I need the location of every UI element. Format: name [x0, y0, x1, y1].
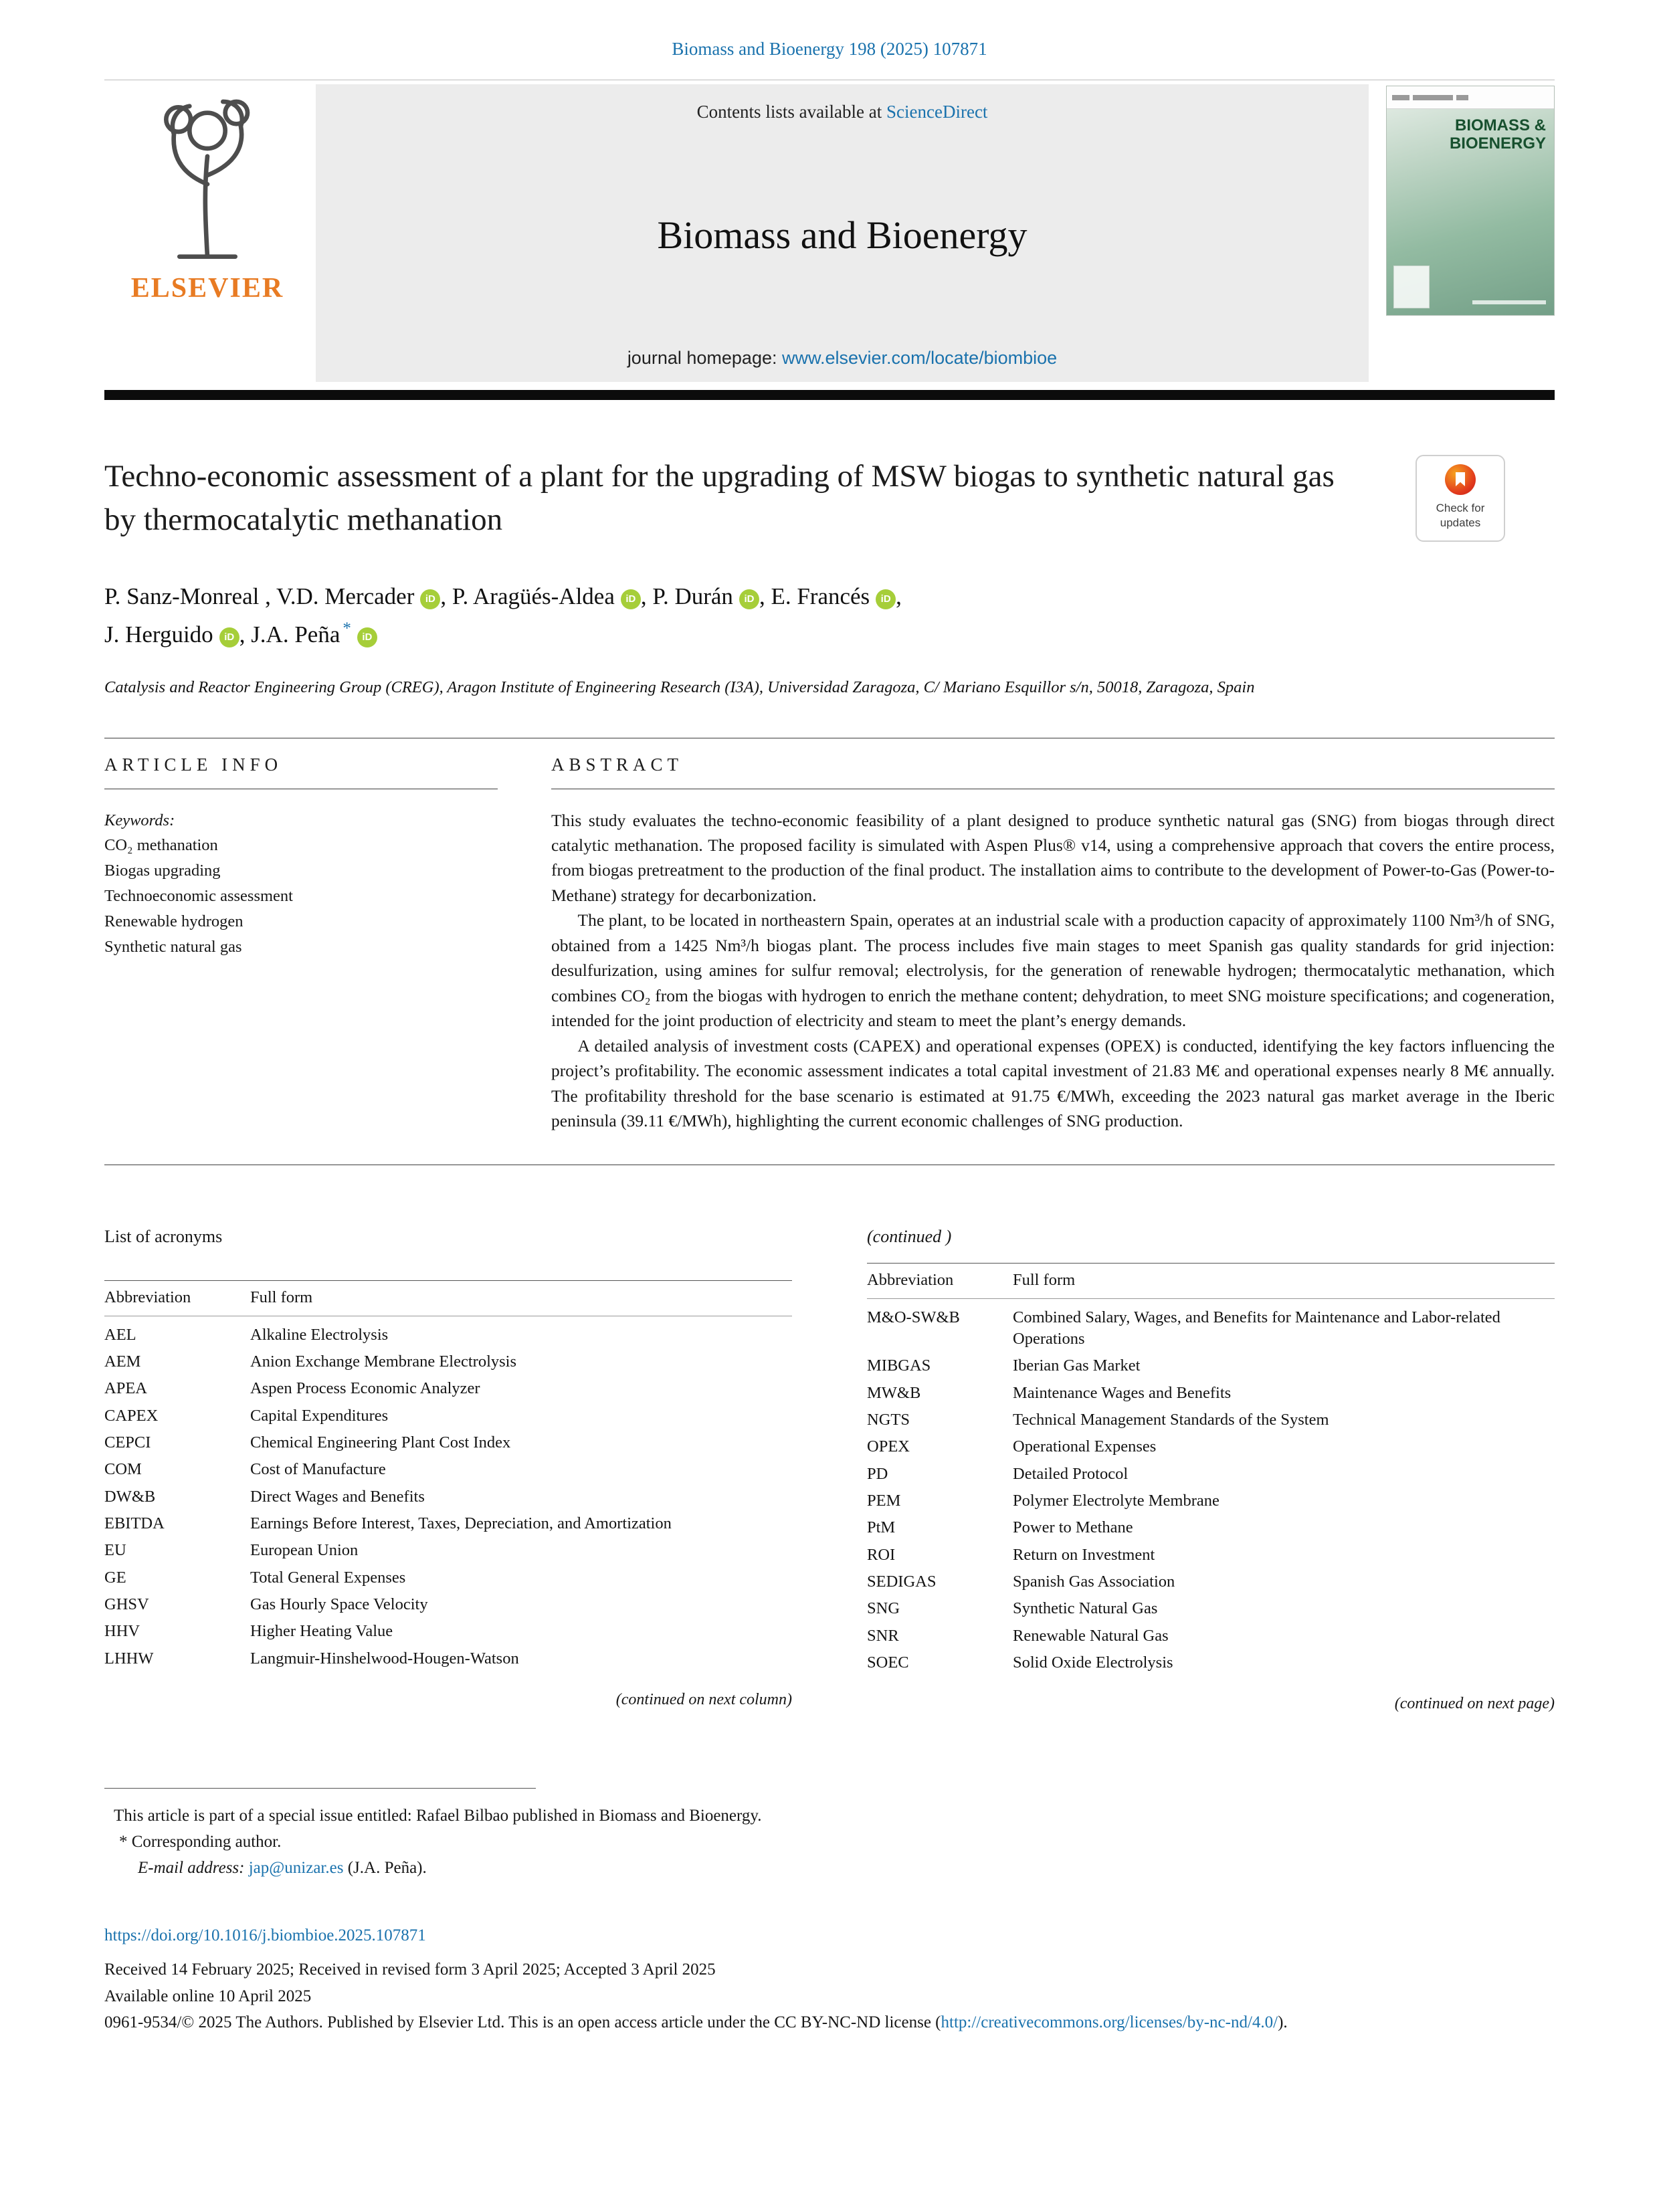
author-separator: ,	[896, 583, 902, 609]
copyright-text: 0961-9534/© 2025 The Authors. Published by Elsevier Ltd. This is an open access article under the CC BY-NC-ND license (	[104, 2013, 941, 2032]
acronym-abbreviation: PtM	[867, 1518, 896, 1537]
header-divider-bar	[104, 390, 1555, 400]
table-row	[867, 1380, 1555, 1407]
orcid-icon[interactable]	[739, 589, 759, 609]
table-row	[867, 1407, 1555, 1433]
author	[104, 583, 276, 609]
homepage-label: journal homepage:	[627, 348, 777, 368]
acronym-full-form: Gas Hourly Space Velocity	[250, 1595, 428, 1614]
author-separator: ,	[440, 583, 452, 609]
acronym-full-form: Earnings Before Interest, Taxes, Depreciation, and Amortization	[250, 1514, 672, 1533]
author-name: J. Herguido	[104, 621, 213, 648]
acronym-abbreviation: APEA	[104, 1379, 147, 1398]
table-row	[104, 1645, 792, 1672]
contents-prefix: Contents lists available at	[696, 102, 882, 122]
author-name: J.A. Peña	[251, 621, 340, 648]
journal-header	[104, 80, 1555, 382]
acronym-full-form: Return on Investment	[1013, 1545, 1155, 1564]
received-dates: Received 14 February 2025; Received in revised form 3 April 2025; Accepted 3 April 2025	[104, 1960, 716, 1979]
acronym-abbreviation: M&O-SW&B	[867, 1308, 960, 1326]
table-row	[104, 1375, 792, 1402]
acronym-full-form: European Union	[250, 1541, 359, 1560]
acronym-abbreviation: MW&B	[867, 1383, 921, 1402]
table-row	[867, 1514, 1555, 1541]
article-title: Techno-economic assessment of a plant for the upgrading of MSW biogas to synthetic natural gas by thermocatalytic methanation	[104, 459, 1335, 537]
acronym-abbreviation: AEL	[104, 1325, 136, 1344]
homepage-link[interactable]: www.elsevier.com/locate/biombioe	[782, 348, 1058, 368]
acronym-full-form: Renewable Natural Gas	[1013, 1626, 1169, 1645]
footer-block	[104, 1923, 1555, 2035]
abstract-column	[551, 755, 1555, 1134]
elsevier-tree-logo-icon	[140, 95, 274, 266]
acronym-full-form: Detailed Protocol	[1013, 1464, 1129, 1483]
acronyms-section	[104, 1227, 1555, 1714]
article-info-column	[104, 755, 498, 1134]
table-row	[867, 1433, 1555, 1460]
acronym-full-form: Polymer Electrolyte Membrane	[1013, 1492, 1219, 1510]
author-name: V.D. Mercader	[276, 583, 415, 609]
continued-next-column-note: (continued on next column)	[615, 1691, 792, 1709]
author	[771, 583, 901, 609]
abstract-heading: ABSTRACT	[551, 755, 1555, 789]
acronym-abbreviation: CAPEX	[104, 1406, 159, 1425]
keywords-label: Keywords:	[104, 811, 175, 829]
author	[276, 583, 452, 609]
author-separator: ,	[259, 583, 276, 609]
keyword: CO₂ methanation	[104, 836, 218, 855]
acronyms-right-column	[867, 1227, 1555, 1714]
keyword: Biogas upgrading	[104, 862, 221, 880]
table-row	[104, 1456, 792, 1483]
journal-banner	[316, 84, 1369, 382]
table-row	[104, 1403, 792, 1429]
copyright-suffix: ).	[1278, 2013, 1288, 2032]
table-row	[104, 1316, 792, 1348]
acronym-full-form: Alkaline Electrolysis	[250, 1325, 389, 1344]
acronym-abbreviation: GHSV	[104, 1595, 149, 1614]
acronyms-table-right	[867, 1263, 1555, 1677]
acronym-abbreviation: MIBGAS	[867, 1356, 931, 1375]
abstract-paragraph: This study evaluates the techno-economic feasibility of a plant designed to produce synthetic natural gas (SNG) from biogas through direct catalytic methanation. The proposed facility is simulated with Aspen Plus® v14, using a comprehensive approach that covers the entire process, from biogas pretreatment to the production of the final product. The installation aims to contribute to the development of Power-to-Gas (Power-to-Methane) strategy for decarbonization.	[551, 810, 1555, 905]
table-row	[104, 1537, 792, 1564]
table-row	[104, 1429, 792, 1456]
acronym-full-form: Solid Oxide Electrolysis	[1013, 1653, 1173, 1672]
abstract-paragraph: A detailed analysis of investment costs (CAPEX) and operational expenses (OPEX) is conducted, identifying the key factors influencing the project’s profitability. The economic assessment indicates a total capital investment of 21.83 M€ and operational expenses nearly 8 M€ annually. The profitability threshold for the base scenario is estimated at 91.75 €/MWh, exceeding the 2023 natural gas market average in the Iberic peninsula (39.11 €/MWh), highlighting the current economic challenges of SNG production.	[551, 1035, 1555, 1131]
acronym-abbreviation: EU	[104, 1541, 126, 1560]
acronym-abbreviation: GE	[104, 1568, 126, 1587]
badge-line1: Check for	[1436, 502, 1485, 514]
column-header-full-form: Full form	[250, 1280, 792, 1316]
title-row	[104, 455, 1555, 542]
acronym-full-form: Total General Expenses	[250, 1568, 406, 1587]
journal-citation: Biomass and Bioenergy 198 (2025) 107871	[672, 39, 987, 59]
column-header-abbreviation: Abbreviation	[867, 1263, 1013, 1298]
table-row	[867, 1542, 1555, 1569]
badge-line2: updates	[1440, 516, 1481, 530]
acronym-full-form: Cost of Manufacture	[250, 1460, 386, 1479]
homepage-line	[627, 348, 1057, 369]
acronyms-continued-title: (continued )	[867, 1226, 952, 1246]
acronym-full-form: Combined Salary, Wages, and Benefits for Maintenance and Labor-related Operations	[1013, 1308, 1500, 1348]
acronym-full-form: Langmuir-Hinshelwood-Hougen-Watson	[250, 1649, 519, 1668]
journal-title: Biomass and Bioenergy	[657, 213, 1028, 257]
affiliation: Catalysis and Reactor Engineering Group (CREG), Aragon Institute of Engineering Research (I3A), Universidad Zaragoza, C/ Mariano Esquillor s/n, 50018, Zaragoza, Spain	[104, 678, 1255, 696]
acronym-full-form: Iberian Gas Market	[1013, 1356, 1141, 1375]
table-row	[867, 1623, 1555, 1649]
acronyms-title: List of acronyms	[104, 1226, 223, 1246]
author-name: E. Francés	[771, 583, 870, 609]
author-separator: ,	[640, 583, 653, 609]
license-link[interactable]: http://creativecommons.org/licenses/by-nc-nd/4.0/	[941, 2013, 1278, 2032]
author-separator: ,	[759, 583, 771, 609]
author-list	[104, 578, 1555, 654]
cover-decoration	[1392, 95, 1409, 100]
author-name: P. Durán	[652, 583, 733, 609]
info-abstract-section	[104, 738, 1555, 1165]
orcid-icon[interactable]	[621, 589, 641, 609]
cover-top-strip	[1387, 86, 1554, 109]
email-suffix: (J.A. Peña).	[347, 1858, 427, 1877]
author	[251, 621, 377, 647]
table-row	[104, 1510, 792, 1537]
footnote-divider	[104, 1788, 536, 1789]
journal-cover-thumbnail[interactable]	[1386, 86, 1555, 316]
keyword: Technoeconomic assessment	[104, 887, 293, 906]
keyword: Synthetic natural gas	[104, 938, 242, 957]
orcid-icon[interactable]	[219, 627, 239, 647]
abstract-body	[551, 808, 1555, 1134]
corresponding-author-mark[interactable]: *	[343, 619, 351, 638]
acronym-full-form: Spanish Gas Association	[1013, 1573, 1175, 1591]
elsevier-wordmark: ELSEVIER	[130, 273, 284, 304]
table-row	[867, 1298, 1555, 1352]
table-row	[104, 1618, 792, 1645]
acronym-abbreviation: COM	[104, 1460, 142, 1479]
acronym-abbreviation: SEDIGAS	[867, 1573, 937, 1591]
acronym-full-form: Aspen Process Economic Analyzer	[250, 1379, 480, 1398]
doi-link[interactable]: https://doi.org/10.1016/j.biombioe.2025.107871	[104, 1926, 426, 1944]
cover-decoration	[1456, 95, 1468, 100]
article-info-heading: ARTICLE INFO	[104, 755, 498, 789]
acronym-full-form: Maintenance Wages and Benefits	[1013, 1383, 1232, 1402]
acronym-abbreviation: SNG	[867, 1599, 900, 1618]
cover-decoration	[1413, 95, 1453, 100]
author	[652, 583, 771, 609]
acronym-abbreviation: ROI	[867, 1545, 896, 1564]
email-label: E-mail address:	[138, 1858, 245, 1877]
acronym-full-form: Technical Management Standards of the System	[1013, 1411, 1329, 1429]
keywords-block	[104, 808, 498, 961]
acronym-full-form: Capital Expenditures	[250, 1406, 389, 1425]
table-row	[104, 1591, 792, 1618]
available-online: Available online 10 April 2025	[104, 1987, 312, 2005]
publisher-logo-block	[104, 84, 310, 382]
acronym-full-form: Power to Methane	[1013, 1518, 1133, 1537]
acronym-full-form: Operational Expenses	[1013, 1437, 1157, 1456]
acronym-full-form: Synthetic Natural Gas	[1013, 1599, 1158, 1618]
special-issue-note: This article is part of a special issue entitled: Rafael Bilbao published in Biomass and Bioenergy.	[114, 1807, 762, 1825]
table-row	[867, 1595, 1555, 1622]
corresponding-author-note: * Corresponding author.	[119, 1833, 282, 1851]
copyright-line	[104, 2010, 1555, 2035]
author-name: P. Aragüés-Aldea	[452, 583, 615, 609]
acronym-abbreviation: SOEC	[867, 1653, 909, 1672]
cover-decoration	[1472, 300, 1546, 304]
crossmark-icon	[1445, 464, 1476, 495]
orcid-icon[interactable]	[420, 589, 440, 609]
column-header-full-form: Full form	[1013, 1263, 1555, 1298]
table-row	[104, 1484, 792, 1510]
contents-line	[697, 102, 988, 122]
abstract-paragraph: The plant, to be located in northeastern Spain, operates at an industrial scale with a production capacity of approximately 1100 Nm³/h of SNG, obtained from a 1425 Nm³/h biogas plant. The process includes five main stages to meet Spanish gas quality standards for grid injection: desulfurization, using amines for sulfur removal; electrolysis, for the generation of renewable hydrogen; thermocatalytic methanation, which combines CO₂ from the biogas with hydrogen to enrich the methane content; dehydration, to meet SNG moisture specifications; and cogeneration, intended for the joint production of electricity and steam to meet the plant’s energy demands.	[551, 910, 1555, 1031]
author	[452, 583, 653, 609]
cover-title-line1: BIOMASS &	[1454, 116, 1546, 134]
author-separator: ,	[239, 621, 252, 648]
table-row	[867, 1461, 1555, 1488]
table-row	[867, 1352, 1555, 1379]
email-note	[104, 1855, 1555, 1882]
acronym-full-form: Chemical Engineering Plant Cost Index	[250, 1433, 511, 1452]
acronym-abbreviation: AEM	[104, 1352, 141, 1371]
column-header-abbreviation: Abbreviation	[104, 1280, 250, 1316]
table-row	[867, 1649, 1555, 1676]
table-row	[867, 1488, 1555, 1514]
acronym-abbreviation: EBITDA	[104, 1514, 165, 1533]
acronym-abbreviation: HHV	[104, 1622, 140, 1641]
cover-title	[1387, 109, 1554, 153]
check-for-updates-badge[interactable]	[1416, 455, 1505, 542]
author-name: P. Sanz-Monreal	[104, 583, 260, 609]
keyword: Renewable hydrogen	[104, 912, 243, 931]
cover-logo-box	[1393, 266, 1430, 308]
acronym-abbreviation: PEM	[867, 1492, 901, 1510]
acronyms-table-left	[104, 1280, 792, 1672]
continued-next-page-note: (continued on next page)	[1394, 1695, 1555, 1713]
email-link[interactable]: jap@unizar.es	[248, 1858, 344, 1877]
acronym-abbreviation: OPEX	[867, 1437, 910, 1456]
acronym-abbreviation: PD	[867, 1464, 888, 1483]
orcid-icon[interactable]	[357, 627, 377, 647]
acronym-full-form: Higher Heating Value	[250, 1622, 393, 1641]
acronym-full-form: Anion Exchange Membrane Electrolysis	[250, 1352, 517, 1371]
acronym-abbreviation: SNR	[867, 1626, 899, 1645]
acronym-abbreviation: CEPCI	[104, 1433, 151, 1452]
table-row	[867, 1569, 1555, 1595]
acronym-abbreviation: NGTS	[867, 1411, 910, 1429]
footnotes	[104, 1803, 1555, 1881]
table-row	[104, 1565, 792, 1591]
orcid-icon[interactable]	[876, 589, 896, 609]
sciencedirect-link[interactable]: ScienceDirect	[886, 102, 988, 122]
acronyms-left-column	[104, 1227, 792, 1709]
acronym-abbreviation: DW&B	[104, 1487, 156, 1506]
check-for-updates-label	[1436, 501, 1485, 530]
acronym-abbreviation: LHHW	[104, 1649, 154, 1668]
table-row	[104, 1348, 792, 1375]
author	[104, 621, 251, 647]
cover-title-line2: BIOENERGY	[1449, 134, 1546, 153]
acronym-full-form: Direct Wages and Benefits	[250, 1487, 425, 1506]
